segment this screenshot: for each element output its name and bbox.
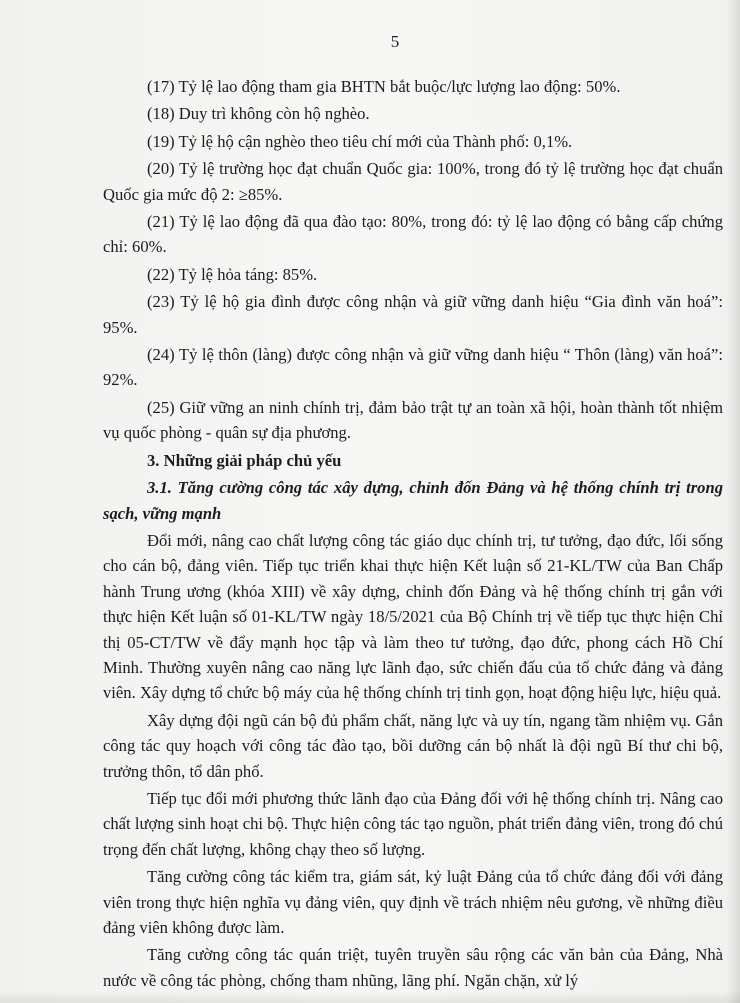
paragraph-leadership-method: Tiếp tục đổi mới phương thức lãnh đạo của Đảng đối với hệ thống chính trị. Nâng cao chất lượng sinh hoạt chi bộ. Thực hiện công tác tạo nguồn, phát triển đảng viên, trong đó chú trọng đến chất lượng, không chạy theo số lượng. xyxy=(103,788,723,859)
target-item-21: (21) Tỷ lệ lao động đã qua đào tạo: 80%, trong đó: tỷ lệ lao động có bằng cấp chứng chỉ: 60%. xyxy=(103,212,723,257)
target-item-25: (25) Giữ vững an ninh chính trị, đảm bảo trật tự an toàn xã hội, hoàn thành tốt nhiệm vụ quốc phòng - quân sự địa phương. xyxy=(103,397,723,443)
target-item-20: (20) Tỷ lệ trường học đạt chuẩn Quốc gia: 100%, trong đó tỷ lệ trường học đạt chuẩn Quốc gia mức độ 2: ≥85%. xyxy=(103,159,723,204)
target-item-23: (23) Tỷ lệ hộ gia đình được công nhận và giữ vững danh hiệu “Gia đình văn hoá”: 95%. xyxy=(103,292,723,337)
target-item-22: (22) Tỷ lệ hỏa táng: 85%. xyxy=(147,264,318,284)
document-body xyxy=(103,74,723,993)
page-bottom-shadow xyxy=(0,991,740,1003)
section-heading: 3. Những giải pháp chủ yếu xyxy=(147,450,342,470)
paragraph-inspection: Tăng cường công tác kiểm tra, giám sát, kỷ luật Đảng của tổ chức đảng đối với đảng viên trong thực hiện nghĩa vụ đảng viên, quy định về trách nhiệm nêu gương, về những điều đảng viên không được làm. xyxy=(103,867,723,937)
subsection-heading: 3.1. Tăng cường công tác xây dựng, chỉnh đốn Đảng và hệ thống chính trị trong sạch, vững mạnh xyxy=(103,478,723,523)
paragraph-anti-corruption: Tăng cường công tác quán triệt, tuyên truyền sâu rộng các văn bản của Đảng, Nhà nước về công tác phòng, chống tham nhũng, lãng phí. Ngăn chặn, xử lý xyxy=(103,945,723,990)
target-item-17: (17) Tỷ lệ lao động tham gia BHTN bắt buộc/lực lượng lao động: 50%. xyxy=(147,77,621,96)
page-edge-shadow xyxy=(726,0,740,1003)
paragraph-cadre-building: Xây dựng đội ngũ cán bộ đủ phẩm chất, năng lực và uy tín, ngang tầm nhiệm vụ. Gắn công tác quy hoạch với công tác đào tạo, bồi dưỡng cán bộ nhất là đội ngũ Bí thư chi bộ, trưởng thôn, tổ dân phố. xyxy=(103,710,723,781)
page-number: 5 xyxy=(390,32,400,51)
target-item-19: (19) Tỷ lệ hộ cận nghèo theo tiêu chí mới của Thành phố: 0,1%. xyxy=(147,131,573,151)
target-item-18: (18) Duy trì không còn hộ nghèo. xyxy=(147,104,370,124)
target-item-24: (24) Tỷ lệ thôn (làng) được công nhận và giữ vững danh hiệu “ Thôn (làng) văn hoá”: 92%. xyxy=(103,345,723,390)
paragraph-party-education: Đổi mới, nâng cao chất lượng công tác giáo dục chính trị, tư tưởng, đạo đức, lối sống cho cán bộ, đảng viên. Tiếp tục triển khai thực hiện Kết luận số 21-KL/TW của Ban Chấp hành Trung ương (khóa XIII) về xây dựng, chỉnh đốn Đảng và hệ thống chính trị gắn với thực hiện Kết luận số 01-KL/TW ngày 18/5/2021 của Bộ Chính trị về tiếp tục thực hiện Chỉ thị 05-CT/TW về đẩy mạnh học tập và làm theo tư tưởng, đạo đức, phong cách Hồ Chí Minh. Thường xuyên nâng cao năng lực lãnh đạo, sức chiến đấu của tổ chức đảng và đảng viên. Xây dựng tổ chức bộ máy của hệ thống chính trị tinh gọn, hoạt động hiệu lực, hiệu quả. xyxy=(103,530,723,703)
